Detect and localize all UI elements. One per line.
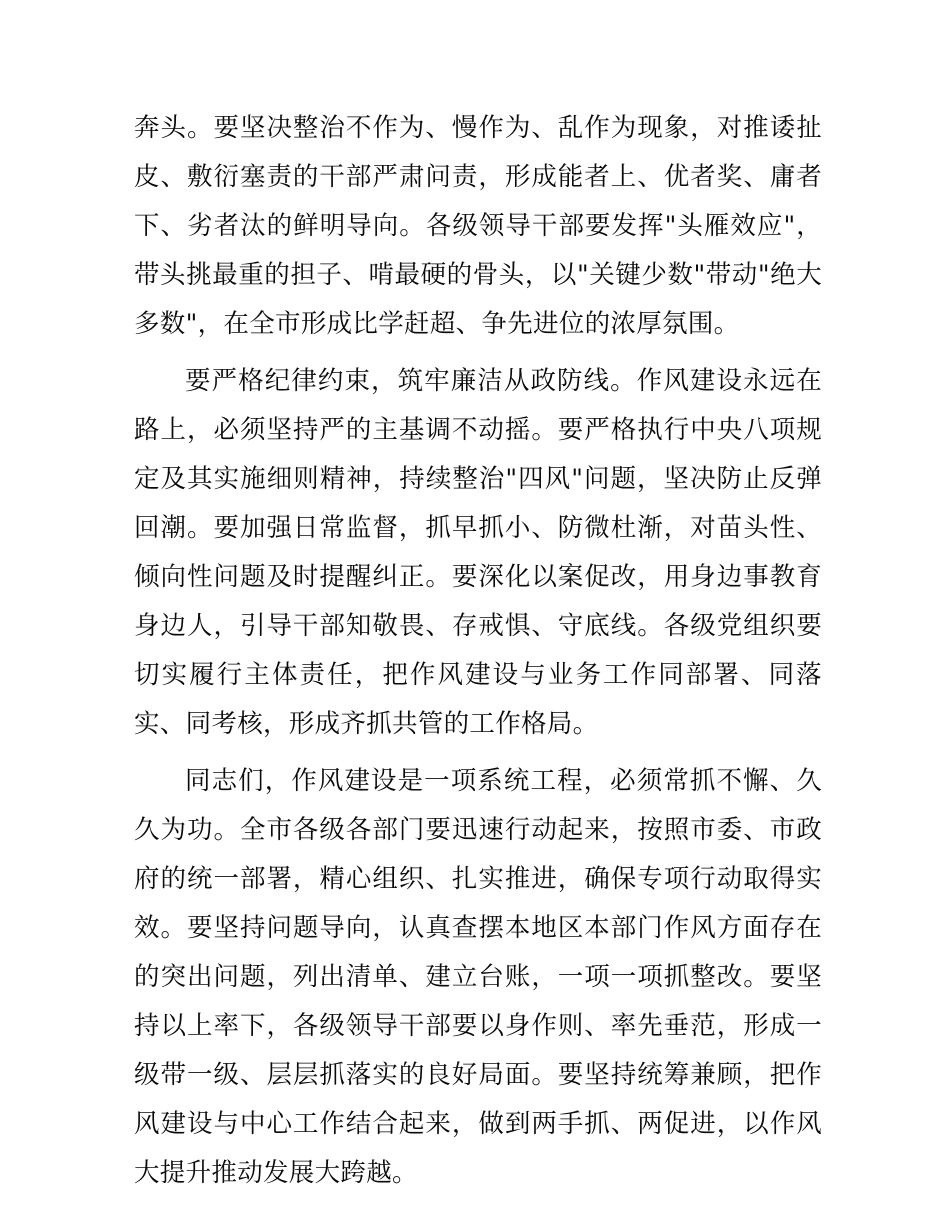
document-body: [134, 104, 822, 1198]
paragraph-2: 要严格纪律约束，筑牢廉洁从政防线。作风建设永远在路上，必须坚持严的主基调不动摇。要严格执行中央八项规定及其实施细则精神，持续整治"四风"问题，坚决防止反弹回潮。要加强日常监督，抓早抓小、防微杜渐，对苗头性、倾向性问题及时提醒纠正。要深化以案促改，用身边事教育身边人，引导干部知敬畏、存戒惧、守底线。各级党组织要切实履行主体责任，把作风建设与业务工作同部署、同落实、同考核，形成齐抓共管的工作格局。: [134, 366, 822, 739]
paragraph-1: 奔头。要坚决整治不作为、慢作为、乱作为现象，对推诿扯皮、敷衍塞责的干部严肃问责，形成能者上、优者奖、庸者下、劣者汰的鲜明导向。各级领导干部要发挥"头雁效应"，带头挑最重的担子、啃最硬的骨头，以"关键少数"带动"绝大多数"，在全市形成比学赶超、争先进位的浓厚氛围。: [134, 113, 822, 339]
paragraph-3: 同志们，作风建设是一项系统工程，必须常抓不懈、久久为功。全市各级各部门要迅速行动起来，按照市委、市政府的统一部署，精心组织、扎实推进，确保专项行动取得实效。要坚持问题导向，认真查摆本地区本部门作风方面存在的突出问题，列出清单、建立台账，一项一项抓整改。要坚持以上率下，各级领导干部要以身作则、率先垂范，形成一级带一级、层层抓落实的良好局面。要坚持统筹兼顾，把作风建设与中心工作结合起来，做到两手抓、两促进，以作风大提升推动发展大跨越。: [134, 766, 822, 1188]
